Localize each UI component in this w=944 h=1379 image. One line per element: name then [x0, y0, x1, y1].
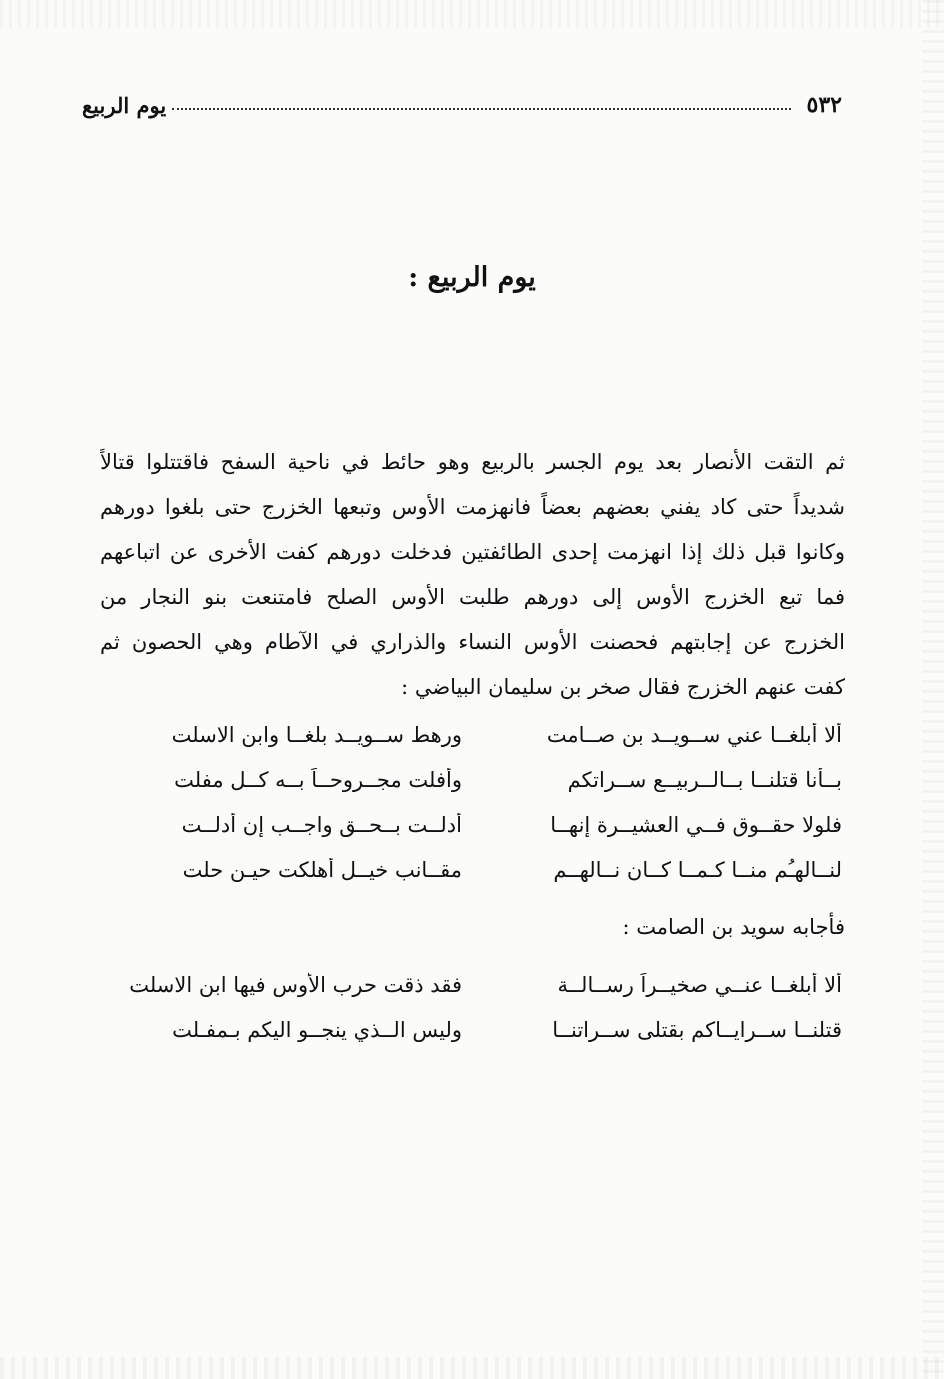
header-dot-leader: [172, 108, 790, 110]
verse-first-hemistich: ألا أبلغــا عنــي صخيــراً رســالــة: [557, 972, 842, 997]
verse-first-hemistich: بــأنا قتلنــا بــالــربيــع ســراتكم: [567, 767, 842, 792]
scan-edge-top: [0, 0, 944, 28]
page-number: ٥٣٢: [806, 92, 842, 118]
scan-edge-right: [922, 0, 944, 1379]
verse-second-hemistich: أدلــت بــحــق واجــب إن أدلــت: [181, 812, 462, 837]
verse-first-hemistich: فلولا حقــوق فــي العشيــرة إنهــا: [550, 812, 842, 837]
poem-sakhr: [120, 712, 842, 892]
verse-line: [120, 847, 842, 892]
verse-second-hemistich: وليس الــذي ينجــو اليكم بـمفـلت: [172, 1017, 462, 1042]
verse-line: [120, 962, 842, 1007]
prose-line: الخزرج عن إجابتهم فحصنت الأوس النساء والذراري في الآطام وهي الحصون ثم: [100, 630, 845, 654]
section-title: يوم الربيع :: [408, 262, 536, 293]
prose-line: ثم التقت الأنصار بعد يوم الجسر بالربيع وهو حائط في ناحية السفح فاقتتلوا قتالاً: [100, 450, 845, 474]
prose-paragraph: [100, 440, 845, 710]
verse-second-hemistich: ورهط ســويــد بلغــا وابن الاسلت: [171, 722, 462, 747]
verse-second-hemistich: فقد ذقت حرب الأوس فيها ابن الاسلت: [129, 972, 462, 997]
verse-line: [120, 757, 842, 802]
running-title: يوم الربيع: [82, 92, 167, 118]
verse-first-hemistich: لنــالهـُم منــا كـمــا كــان نــالهــم: [553, 857, 842, 882]
prose-line: كفت عنهم الخزرج فقال صخر بن سليمان البياضي :: [401, 675, 845, 699]
prose-line: فما تبع الخزرج الأوس إلى دورهم طلبت الأوس الصلح فامتنعت بنو النجار من: [100, 585, 845, 609]
verse-first-hemistich: قتلنــا ســرايــاكم بقتلى ســراتنــا: [552, 1017, 842, 1042]
verse-line: [120, 1007, 842, 1052]
prose-line: شديداً حتى كاد يفني بعضهم بعضاً فانهزمت الأوس وتبعها الخزرج حتى بلغوا دورهم: [100, 495, 845, 519]
verse-line: [120, 712, 842, 757]
running-header: [82, 88, 842, 122]
scan-edge-bottom: [0, 1357, 944, 1379]
verse-line: [120, 802, 842, 847]
verse-second-hemistich: مقــانب خيــل أهلكت حيـن حلت: [182, 857, 462, 882]
reply-intro: فأجابه سويد بن الصامت :: [622, 915, 845, 939]
verse-second-hemistich: وأفلت مجــروحــاً بــه كــل مفلت: [174, 767, 462, 792]
prose-line: وكانوا قبل ذلك إذا انهزمت إحدى الطائفتين فدخلت دورهم كفت الأخرى عن اتباعهم: [100, 540, 845, 564]
poem-suwayd: [120, 962, 842, 1052]
verse-first-hemistich: ألا أبلغــا عني ســويــد بن صــامت: [546, 722, 842, 747]
